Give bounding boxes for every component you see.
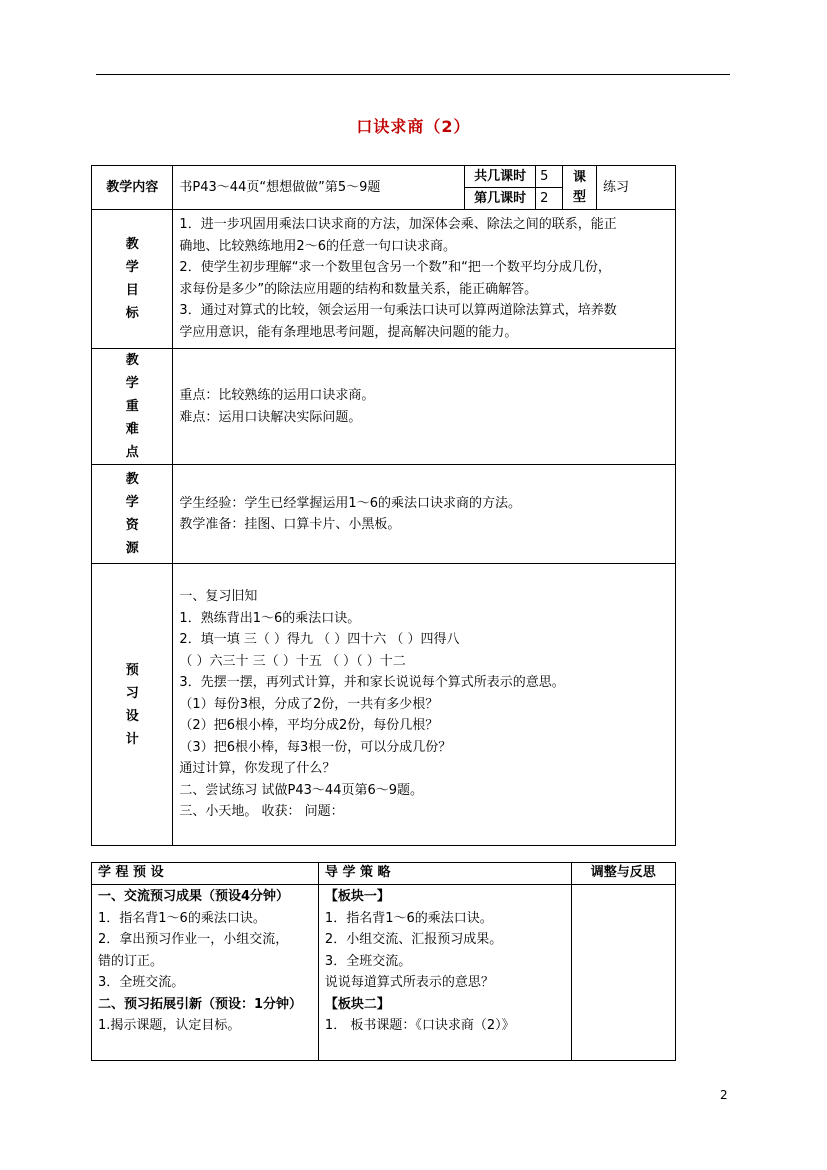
resources-line: 学生经验：学生已经掌握运用1～6的乘法口诀求商的方法。	[179, 495, 521, 511]
process-header-strategy: 导 学 策 略	[318, 863, 571, 885]
goals-line: 2．使学生初步理解“求一个数里包含另一个数”和“把一个数平均分成几份，	[179, 260, 611, 275]
current-lesson-label: 第几课时	[465, 188, 536, 210]
goals-line: 1．进一步巩固用乘法口诀求商的方法，加深体会乘、除法之间的联系，能正	[179, 217, 617, 232]
goals-label-char: 教	[125, 237, 139, 252]
process-strategy-line: 1． 板书课题：《口诀求商（2）》	[324, 1018, 515, 1033]
keypoints-label-char: 学	[125, 376, 139, 391]
resources-label-char: 学	[125, 495, 139, 510]
process-strategy-line: 说说每道算式所表示的意思？	[324, 975, 494, 990]
current-lesson-value: 2	[536, 188, 563, 210]
process-plan-line: 二、预习拓展引新（预设：1分钟）	[98, 996, 303, 1012]
process-plan-line: 2．拿出预习作业一，小组交流，	[98, 932, 289, 947]
keypoints-content	[173, 349, 676, 465]
resources-label-char: 教	[125, 472, 139, 487]
preview-line: 二、尝试练习 试做P43～44页第6～9题。	[179, 782, 424, 798]
goals-line: 学应用意识，能有条理地思考问题，提高解决问题的能力。	[179, 324, 518, 340]
page-number: 2	[720, 1088, 728, 1102]
resources-content	[173, 465, 676, 564]
goals-label	[92, 210, 173, 349]
process-header-plan: 学 程 预 设	[92, 863, 319, 885]
preview-label	[92, 564, 173, 846]
keypoints-line: 重点：比较熟练的运用口诀求商。	[179, 388, 375, 403]
preview-line: （3）把6根小棒，每3根一份，可以分成几份？	[179, 739, 452, 755]
total-lessons-value: 5	[536, 166, 563, 188]
resources-label-char: 源	[125, 541, 139, 556]
goals-label-char: 目	[125, 283, 139, 298]
preview-line: 1．熟练背出1～6的乘法口诀。	[179, 610, 361, 626]
keypoints-label	[92, 349, 173, 465]
process-strategy-content	[318, 885, 571, 1061]
preview-line: 3．先摆一摆，再列式计算，并和家长说说每个算式所表示的意思。	[179, 675, 565, 691]
preview-label-char: 计	[125, 731, 139, 747]
process-strategy-line: 1．指名背1～6的乘法口诀。	[324, 910, 493, 926]
header-rule	[96, 74, 730, 75]
keypoints-label-char: 重	[125, 399, 139, 414]
process-strategy-line: 【板块二】	[324, 996, 390, 1012]
process-plan-line: 3．全班交流。	[98, 975, 185, 990]
process-table	[91, 862, 676, 1061]
preview-line: 一、复习旧知	[179, 589, 258, 605]
preview-content	[173, 564, 676, 846]
content-label: 教学内容	[92, 166, 173, 210]
content-value: 书P43～44页“想想做做”第5～9题	[173, 166, 465, 210]
page-title: 口诀求商（2）	[356, 117, 471, 136]
process-plan-line: 1.揭示课题，认定目标。	[98, 1018, 241, 1033]
process-plan-line: 1．指名背1～6的乘法口诀。	[98, 910, 266, 926]
goals-content	[173, 210, 676, 349]
goals-line: 3．通过对算式的比较，领会运用一句乘法口诀可以算两道除法算式，培养数	[179, 303, 617, 318]
preview-line: 2．填一填 三（ ）得九 （ ）四十六 （ ）四得八	[179, 632, 460, 648]
preview-label-char: 预	[125, 662, 139, 678]
preview-label-char: 习	[125, 685, 139, 701]
lesson-type-label-1: 课	[573, 169, 587, 185]
lesson-plan-table	[91, 165, 676, 846]
keypoints-label-char: 点	[125, 445, 139, 460]
goals-line: 求每份是多少”的除法应用题的结构和数量关系，能正确解答。	[179, 281, 538, 297]
process-plan-line: 一、交流预习成果（预设4分钟）	[98, 889, 290, 904]
resources-line: 教学准备：挂图、口算卡片、小黑板。	[179, 517, 401, 532]
keypoints-line: 难点：运用口诀解决实际问题。	[179, 409, 362, 425]
process-plan-content	[92, 885, 319, 1061]
keypoints-label-char: 教	[125, 353, 139, 368]
process-plan-line: 错的订正。	[98, 953, 164, 969]
lesson-type-value: 练习	[597, 166, 676, 210]
resources-label	[92, 465, 173, 564]
process-strategy-line: 【板块一】	[324, 889, 390, 904]
preview-line: （1）每份3根，分成了2份，一共有多少根？	[179, 696, 439, 712]
resources-label-char: 资	[125, 518, 139, 533]
preview-label-char: 设	[125, 708, 139, 724]
preview-line: （ ）六三十 三（ ）十五 （ ）（ ）十二	[179, 653, 406, 669]
keypoints-label-char: 难	[125, 422, 139, 437]
preview-line: 通过计算，你发现了什么？	[179, 761, 336, 777]
lesson-type-label-2: 型	[573, 189, 587, 205]
preview-line: 三、小天地。 收获： 问题：	[179, 804, 344, 820]
goals-line: 确地、比较熟练地用2～6的任意一句口诀求商。	[179, 238, 456, 254]
process-header-reflection: 调整与反思	[571, 863, 675, 885]
process-strategy-line: 2．小组交流、汇报预习成果。	[324, 932, 503, 947]
lesson-type-label	[563, 166, 597, 210]
preview-line: （2）把6根小棒，平均分成2份，每份几根？	[179, 718, 439, 734]
process-strategy-line: 3．全班交流。	[324, 953, 412, 969]
total-lessons-label: 共几课时	[465, 166, 536, 188]
process-reflection-content	[571, 885, 675, 1061]
goals-label-char: 学	[125, 260, 139, 275]
goals-label-char: 标	[125, 306, 139, 321]
